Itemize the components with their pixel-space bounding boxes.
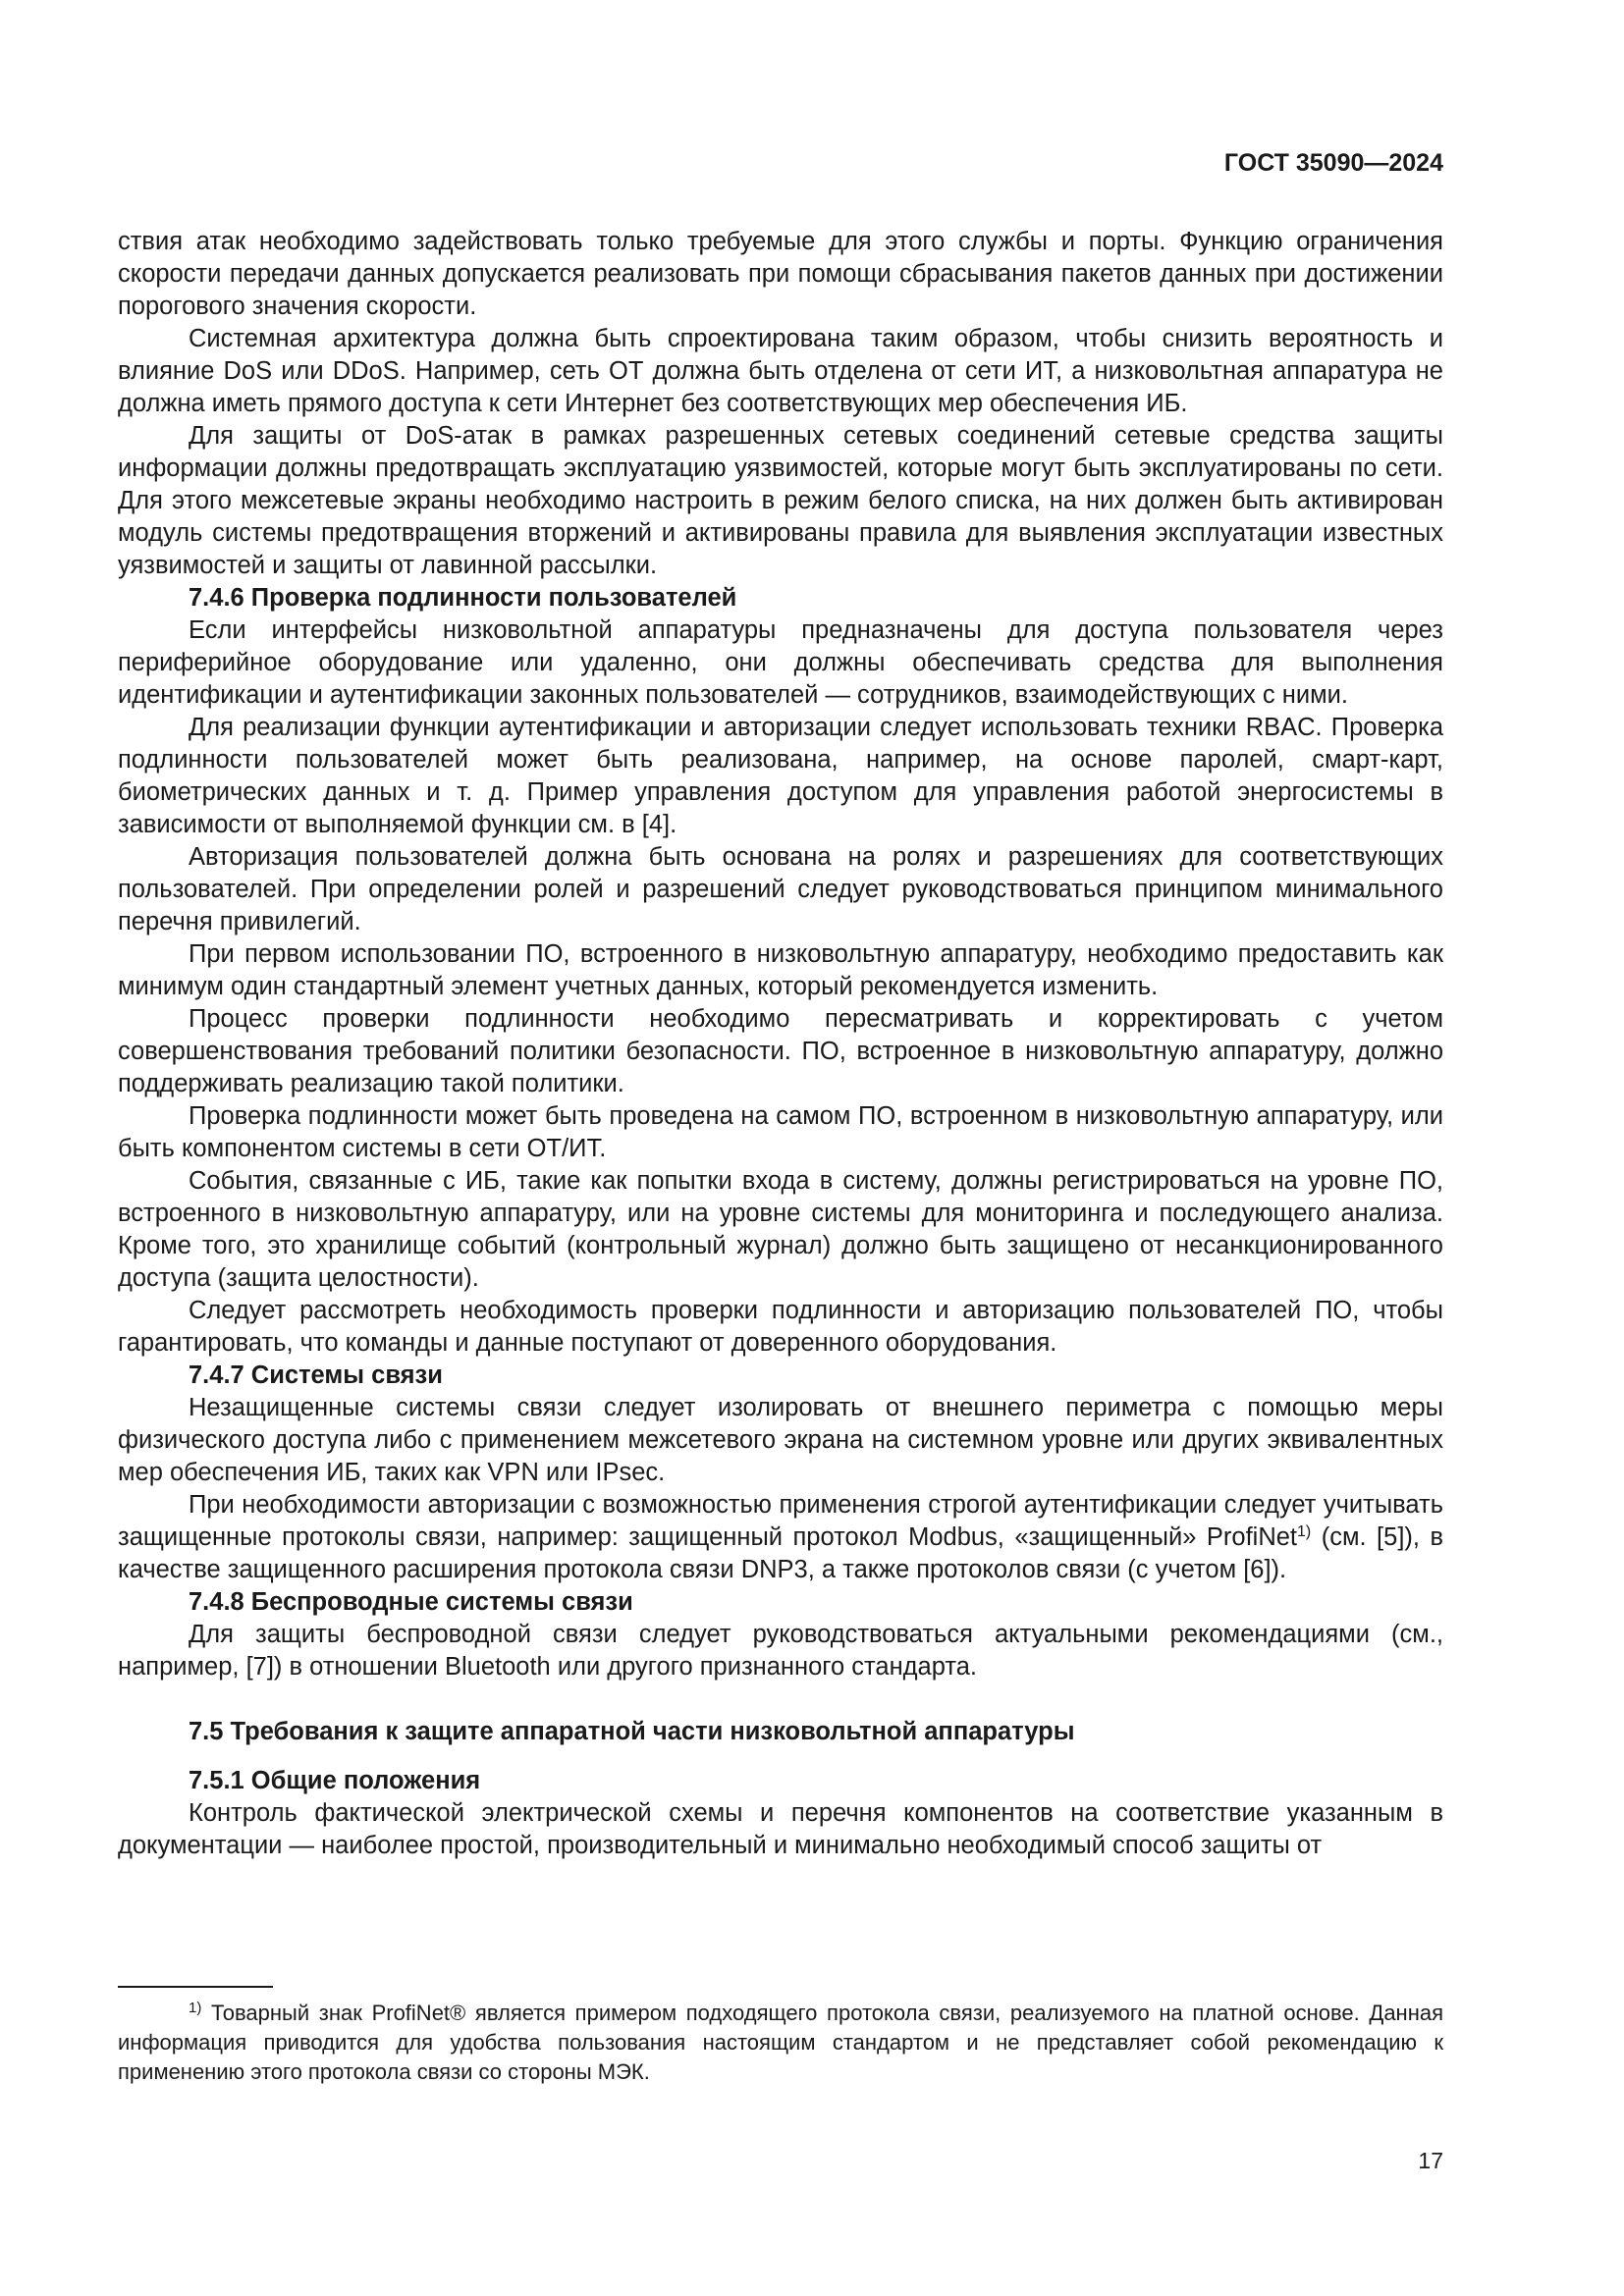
footnote-marker: 1) — [189, 2000, 202, 2016]
paragraph: Процесс проверки подлинности необходимо пересматривать и корректировать с учетом совершенствования требований политики безопасности. ПО, встроенное в низковольтную аппаратуру, должно поддерживать реализацию такой политики. — [118, 1005, 1443, 1097]
paragraph-text: При необходимости авторизации с возможностью применения строгой аутентификации следует учитывать защищенные протоколы связи, например: защищенный протокол Modbus, «защищенный» ProfiNet — [118, 1491, 1443, 1551]
paragraph: ствия атак необходимо задействовать только требуемые для этого службы и порты. Функцию ограничения скорости передачи данных допускается реализовать при помощи сбрасывания пакетов данных при достижении порогового значения скорости. — [118, 228, 1443, 320]
section-heading-7-4-8: 7.4.8 Беспроводные системы связи — [189, 1588, 633, 1616]
page-number: 17 — [1418, 2148, 1443, 2173]
paragraph: Проверка подлинности может быть проведена на самом ПО, встроенном в низковольтную аппаратуру, или быть компонентом системы в сети ОТ/ИТ. — [118, 1102, 1443, 1162]
main-text — [118, 226, 1443, 1862]
paragraph-text: (см. [5]), в качестве защищенного расширения протокола связи DNP3, а также протоколов связи (с учетом [6]). — [118, 1523, 1443, 1583]
section-heading-7-5: 7.5 Требования к защите аппаратной части низковольтной аппаратуры — [189, 1718, 1075, 1745]
document-header: ГОСТ 35090—2024 — [1223, 149, 1443, 177]
paragraph: Авторизация пользователей должна быть основана на ролях и разрешениях для соответствующих пользователей. При определении ролей и разрешений следует руководствоваться принципом минимального перечня привилегий. — [118, 843, 1443, 935]
paragraph: Для реализации функции аутентификации и авторизации следует использовать техники RBAC. Проверка подлинности пользователей может быть реализована, например, на основе паролей, смарт-карт, биометрических данных и т. д. Пример управления доступом для управления работой энергосистемы в зависимости от выполняемой функции см. в [4]. — [118, 714, 1443, 838]
paragraph: Для защиты от DoS-атак в рамках разрешенных сетевых соединений сетевые средства защиты информации должны предотвращать эксплуатацию уязвимостей, которые могут быть эксплуатированы по сети. Для этого межсетевые экраны необходимо настроить в режим белого списка, на них должен быть активирован модуль системы предотвращения вторжений и активированы правила для выявления эксплуатации известных уязвимостей и защиты от лавинной рассылки. — [118, 422, 1443, 579]
paragraph: Незащищенные системы связи следует изолировать от внешнего периметра с помощью меры физического доступа либо с применением межсетевого экрана на системном уровне или других эквивалентных мер обеспечения ИБ, таких как VPN или IPsec. — [118, 1394, 1443, 1486]
paragraph: Следует рассмотреть необходимость проверки подлинности и авторизацию пользователей ПО, чтобы гарантировать, что команды и данные поступают от доверенного оборудования. — [118, 1297, 1443, 1357]
footnote-divider — [118, 1986, 273, 1988]
paragraph: События, связанные с ИБ, такие как попытки входа в систему, должны регистрироваться на уровне ПО, встроенного в низковольтную аппаратуру, или на уровне системы для мониторинга и последующего анализа. Кроме того, это хранилище событий (контрольный журнал) должно быть защищено от несанкционированного доступа (защита целостности). — [118, 1167, 1443, 1292]
paragraph: Системная архитектура должна быть спроектирована таким образом, чтобы снизить вероятность и влияние DoS или DDoS. Например, сеть ОТ должна быть отделена от сети ИТ, а низковольтная аппаратура не должна иметь прямого доступа к сети Интернет без соответствующих мер обеспечения ИБ. — [118, 325, 1443, 417]
footnote-text: Товарный знак ProfiNet® является примером подходящего протокола связи, реализуемого на платной основе. Данная информация приводится для удобства пользования настоящим стандартом и не представляет собой рекомендацию к применению этого протокола связи со стороны МЭК. — [118, 2001, 1443, 2084]
footnote-reference[interactable]: 1) — [1297, 1523, 1312, 1540]
paragraph: При первом использовании ПО, встроенного в низковольтную аппаратуру, необходимо предоставить как минимум один стандартный элемент учетных данных, который рекомендуется изменить. — [118, 940, 1443, 1000]
section-heading-7-4-7: 7.4.7 Системы связи — [189, 1362, 443, 1389]
section-heading-7-5-1: 7.5.1 Общие положения — [189, 1767, 481, 1794]
footnote — [118, 1999, 1443, 2087]
paragraph: Контроль фактической электрической схемы и перечня компонентов на соответствие указанным в документации — наиболее простой, производительный и минимально необходимый способ защиты от — [118, 1799, 1443, 1859]
section-heading-7-4-6: 7.4.6 Проверка подлинности пользователей — [189, 584, 737, 612]
paragraph: Для защиты беспроводной связи следует руководствоваться актуальными рекомендациями (см., например, [7]) в отношении Bluetooth или другого признанного стандарта. — [118, 1621, 1443, 1681]
paragraph-with-footnote-ref — [118, 1489, 1443, 1586]
paragraph: Если интерфейсы низковольтной аппаратуры предназначены для доступа пользователя через периферийное оборудование или удаленно, они должны обеспечивать средства для выполнения идентификации и аутентификации законных пользователей — сотрудников, взаимодействующих с ними. — [118, 616, 1443, 709]
